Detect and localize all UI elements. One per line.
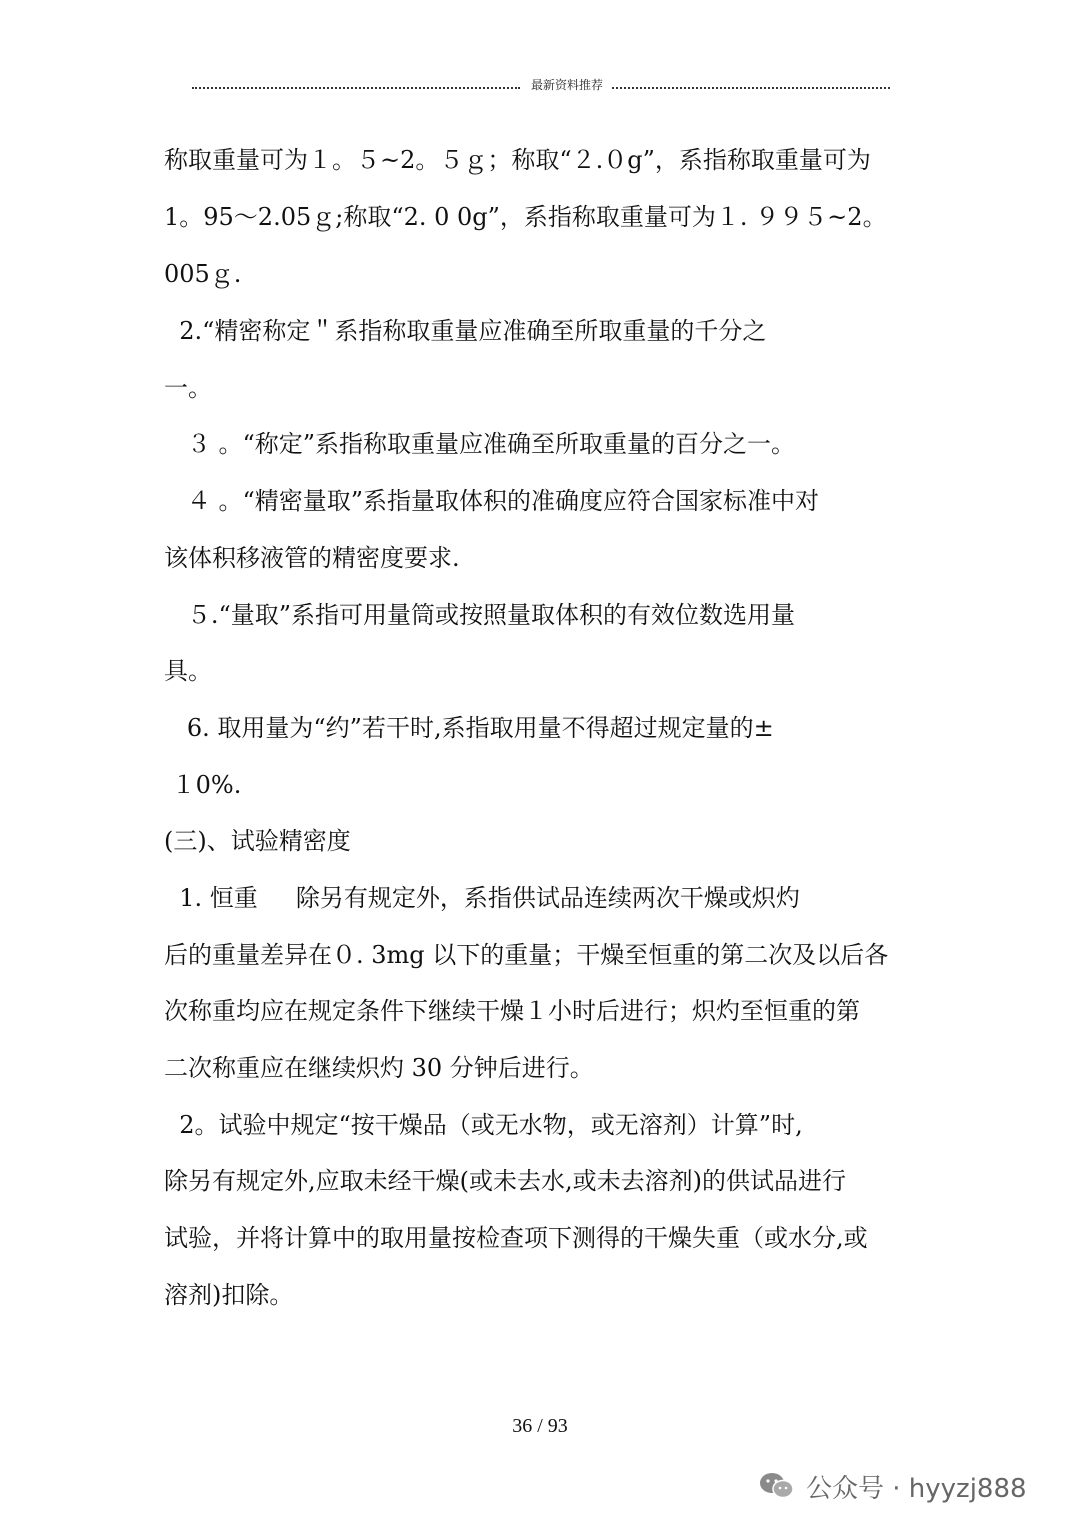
body-line: ５.“量取”系指可用量筒或按照量取体积的有效位数选用量 bbox=[164, 601, 796, 629]
page-number: 36 / 93 bbox=[512, 1415, 568, 1437]
body-line: 该体积移液管的精密度要求. bbox=[164, 544, 460, 572]
body-line: 次称重均应在规定条件下继续干燥１小时后进行；炽灼至恒重的第 bbox=[164, 997, 860, 1025]
body-line: １0%. bbox=[164, 771, 242, 799]
body-line: 2。试验中规定“按干燥品（或无水物，或无溶剂）计算”时, bbox=[164, 1111, 803, 1139]
body-line: ４ 。“精密量取”系指量取体积的准确度应符合国家标准中对 bbox=[164, 487, 820, 515]
header-dotted-rule-left bbox=[192, 87, 520, 89]
header-title: 最新资料推荐 bbox=[530, 78, 603, 92]
wechat-icon bbox=[758, 1471, 796, 1501]
body-line: 试验，并将计算中的取用量按检查项下测得的干燥失重（或水分,或 bbox=[164, 1224, 868, 1252]
watermark-text: 公众号 · hyyzj888 bbox=[806, 1473, 1027, 1504]
body-line: 除另有规定外,应取未经干燥(或未去水,或未去溶剂)的供试品进行 bbox=[164, 1167, 846, 1195]
body-line: 2.“精密称定＂系指称取重量应准确至所取重量的千分之 bbox=[164, 317, 767, 345]
body-line: 6. 取用量为“约”若干时,系指取用量不得超过规定量的± bbox=[164, 714, 774, 742]
body-line: 具。 bbox=[164, 657, 212, 685]
body-line: 二次称重应在继续炽灼 30 分钟后进行。 bbox=[164, 1054, 594, 1082]
body-line: ３ 。“称定”系指称取重量应准确至所取重量的百分之一。 bbox=[164, 430, 796, 458]
page-header bbox=[192, 76, 890, 96]
watermark bbox=[758, 1466, 1027, 1506]
body-line: 后的重量差异在０. 3mg 以下的重量；干燥至恒重的第二次及以后各 bbox=[164, 941, 889, 969]
section-heading: (三)、试验精密度 bbox=[164, 827, 351, 855]
body-line: 一。 bbox=[164, 374, 212, 402]
body-line: 1。95～2.05ｇ;称取“2. 0 0g”，系指称取重量可为１. ９９５~2。 bbox=[164, 203, 887, 231]
body-line: 溶剂)扣除。 bbox=[164, 1281, 294, 1309]
body-line: 称取重量可为１。５~2。５ｇ；称取“２.０g”，系指称取重量可为 bbox=[164, 146, 871, 174]
body-line: 1. 恒重 除另有规定外，系指供试品连续两次干燥或炽灼 bbox=[164, 884, 800, 912]
header-dotted-rule-right bbox=[612, 87, 890, 89]
body-line: 005ｇ. bbox=[164, 260, 242, 288]
